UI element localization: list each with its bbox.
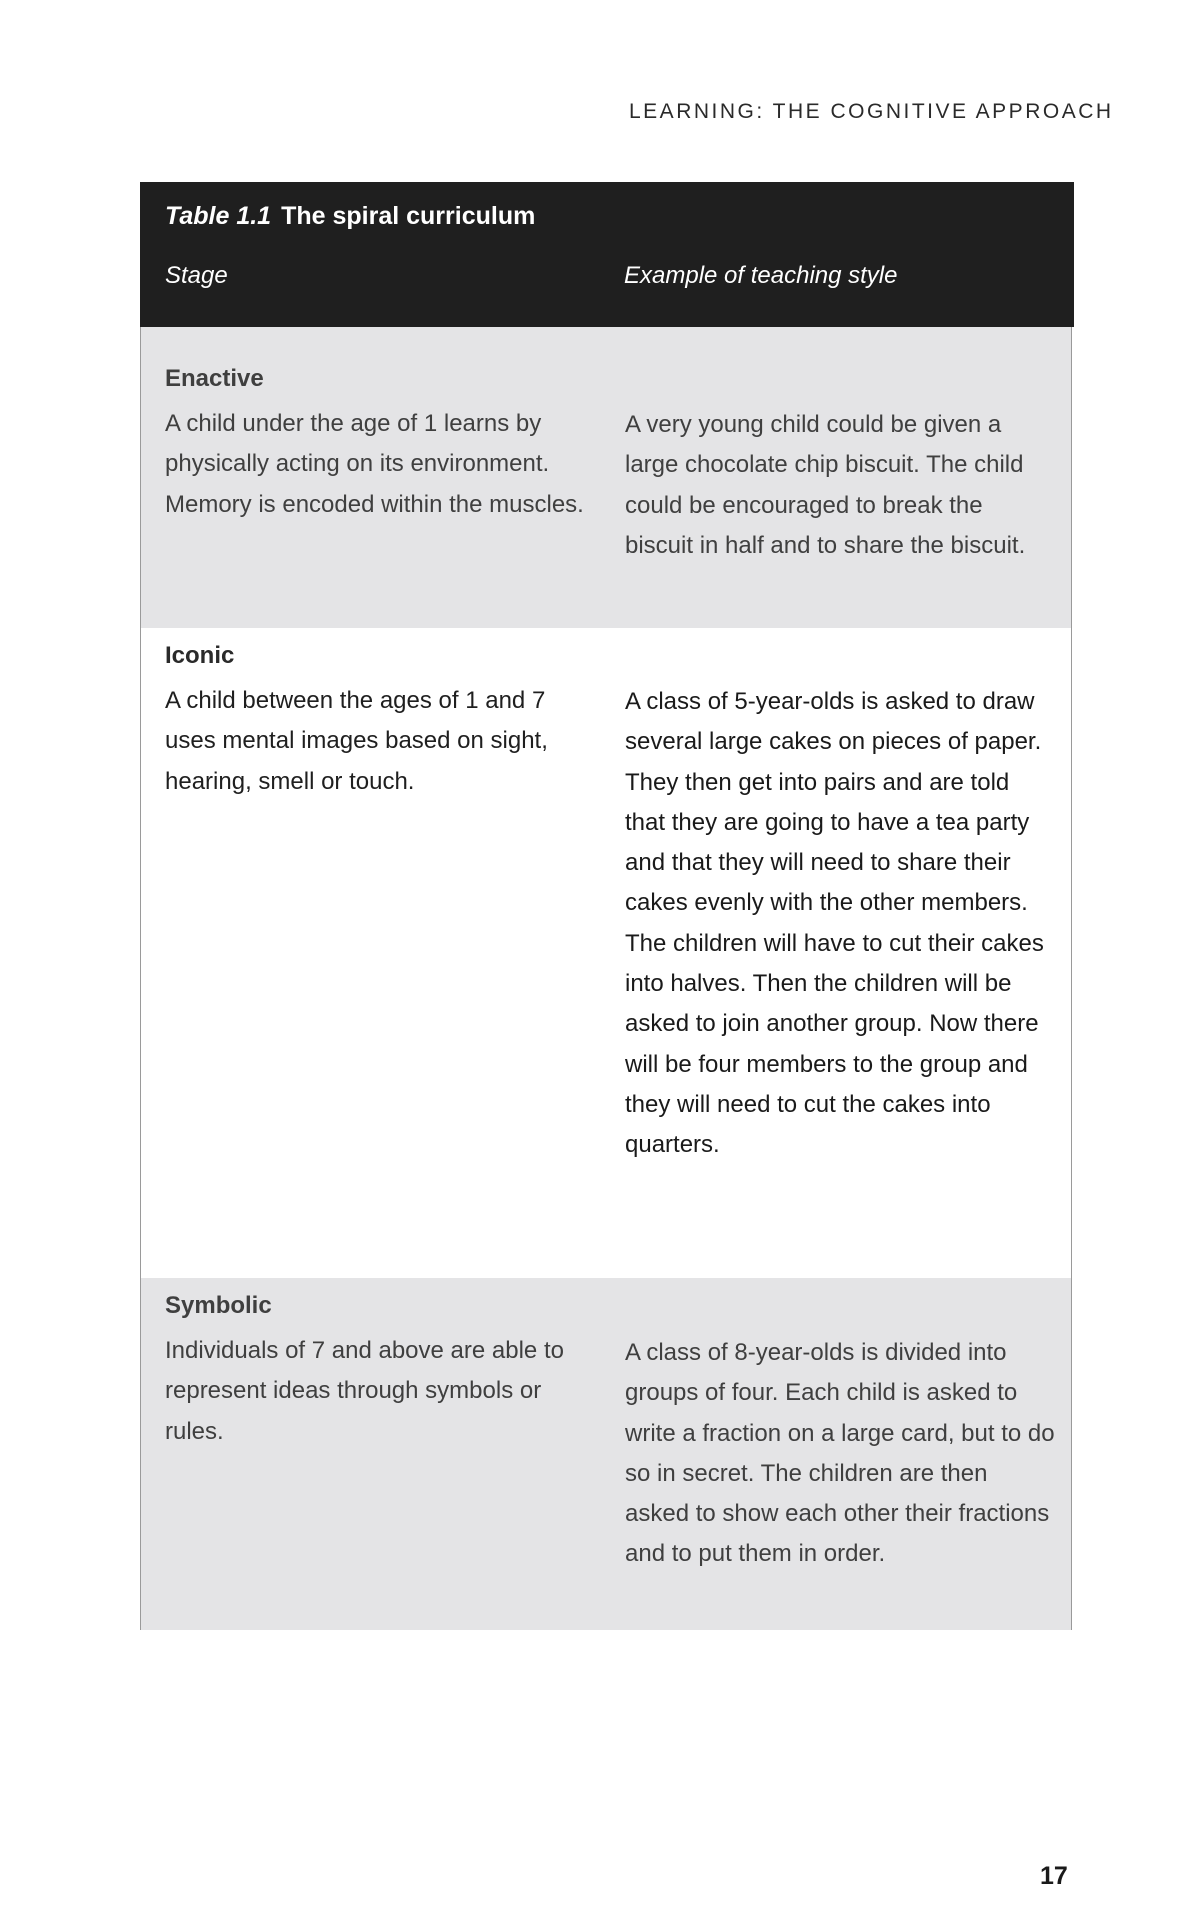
stage-name: Symbolic (165, 1292, 272, 1319)
table-title (165, 202, 535, 231)
stage-name: Enactive (165, 365, 264, 392)
page-number: 17 (1040, 1862, 1068, 1890)
stage-name: Iconic (165, 642, 235, 669)
stage-description: A child between the ages of 1 and 7 uses mental images based on sight, hearing, smell or touch. (165, 687, 548, 795)
stage-description: A child under the age of 1 learns by physically acting on its environment. Memory is encoded within the muscles. (165, 410, 584, 518)
table-row-enactive (141, 327, 1071, 628)
table-number: Table 1.1 (165, 202, 272, 230)
teaching-example: A very young child could be given a large chocolate chip biscuit. The child could be encouraged to break the biscuit in half and to share the biscuit. (625, 411, 1026, 559)
table-title-text: The spiral curriculum (281, 202, 536, 230)
table-row-symbolic (141, 1278, 1071, 1630)
column-header-example: Example of teaching style (624, 262, 898, 289)
stage-description: Individuals of 7 and above are able to represent ideas through symbols or rules. (165, 1337, 564, 1445)
spiral-curriculum-table (140, 182, 1072, 1630)
table-row-iconic (141, 628, 1071, 1278)
teaching-example: A class of 8-year-olds is divided into groups of four. Each child is asked to write a fraction on a large card, but to do so in secret. The children are then asked to show each other their fractions and to put them in order. (625, 1339, 1055, 1568)
column-header-stage: Stage (165, 262, 228, 289)
running-head: LEARNING: THE COGNITIVE APPROACH (629, 100, 1114, 123)
teaching-example: A class of 5-year-olds is asked to draw several large cakes on pieces of paper. They then get into pairs and are told that they are going to have a tea party and that they will need to share their cakes evenly with the other members. The children will have to cut their cakes into halves. Then the children will be asked to join another group. Now there will be four members to the group and they will need to cut the cakes into quarters. (625, 688, 1044, 1159)
table-header (140, 182, 1074, 327)
